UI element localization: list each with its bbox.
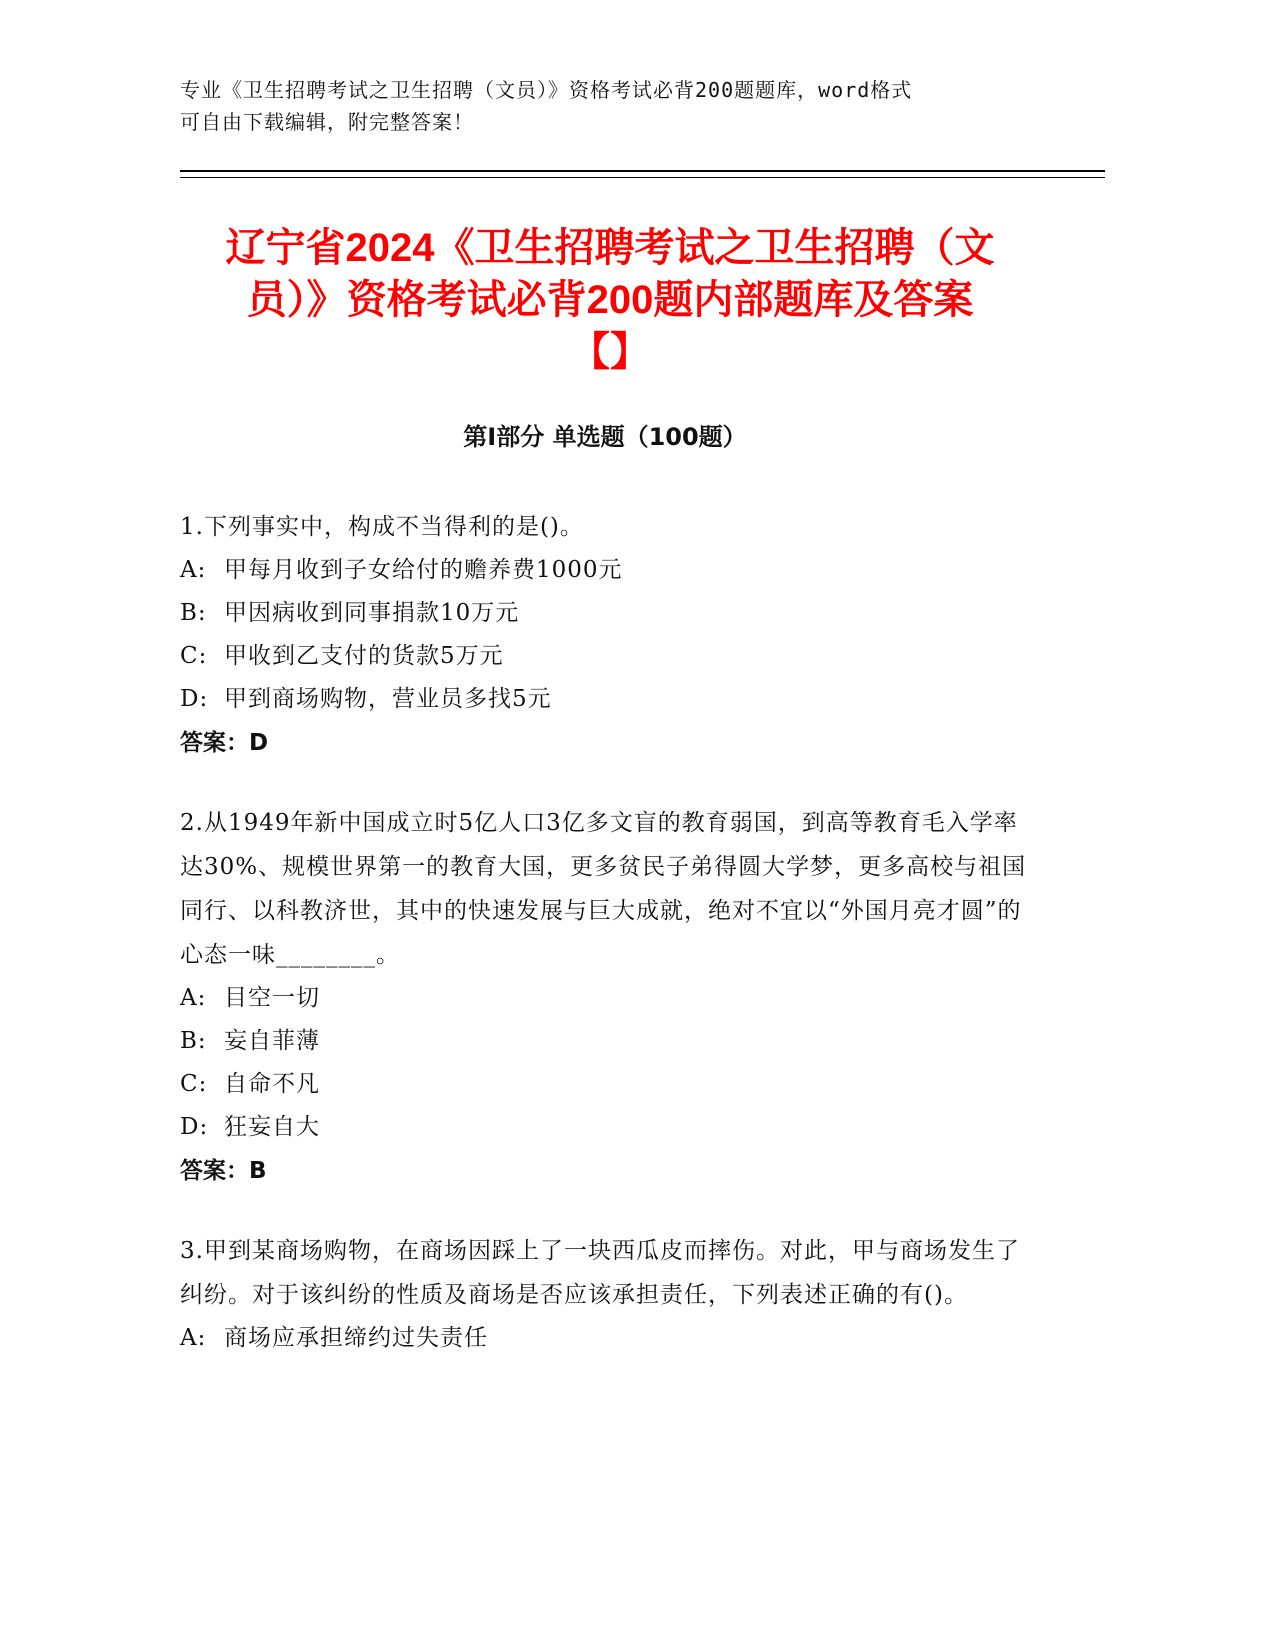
section-heading: 第I部分 单选题（100题） — [463, 423, 747, 451]
document-title-line-2: 员）》资格考试必背200题内部题库及答案 — [246, 278, 974, 322]
option-text: 甲收到乙支付的货款5万元 — [224, 643, 504, 669]
option-key: D: — [180, 686, 209, 712]
option-key: D: — [180, 1114, 209, 1140]
option-text: 自命不凡 — [224, 1071, 320, 1097]
option-key: A: — [180, 1325, 207, 1351]
question-1 — [180, 505, 1040, 765]
question-3 — [180, 1229, 1040, 1360]
question-stem: 2.从1949年新中国成立时5亿人口3亿多文盲的教育弱国，到高等教育毛入学率达30%、规模世界第一的教育大国，更多贫民子弟得圆大学梦，更多高校与祖国同行、以科教济世，其中的快速发展与巨大成就，绝对不宜以“外国月亮才圆”的心态一味________。 — [180, 810, 1027, 968]
option-a — [180, 977, 1040, 1020]
header-note — [180, 74, 1040, 138]
option-b — [180, 592, 1040, 635]
option-text: 甲每月收到子女给付的赡养费1000元 — [224, 557, 623, 583]
header-note-line-2: 可自由下载编辑，附完整答案！ — [180, 110, 474, 134]
option-key: A: — [180, 557, 207, 583]
option-a — [180, 549, 1040, 592]
option-key: A: — [180, 985, 207, 1011]
option-key: B: — [180, 1028, 207, 1054]
document-title-line-1: 辽宁省2024《卫生招聘考试之卫生招聘（文 — [225, 226, 995, 270]
option-text: 商场应承担缔约过失责任 — [224, 1325, 488, 1351]
option-key: C: — [180, 1071, 208, 1097]
document-title-line-3: 【】 — [570, 330, 650, 374]
option-d — [180, 1106, 1040, 1149]
option-text: 狂妄自大 — [224, 1114, 320, 1140]
option-a — [180, 1317, 1040, 1360]
option-c — [180, 1063, 1040, 1106]
header-rule-thin — [180, 177, 1105, 178]
question-stem: 3.甲到某商场购物，在商场因踩上了一块西瓜皮而摔伤。对此，甲与商场发生了纠纷。对于该纠纷的性质及商场是否应该承担责任，下列表述正确的有()。 — [180, 1238, 1020, 1308]
option-key: B: — [180, 600, 207, 626]
option-d — [180, 678, 1040, 721]
option-text: 甲因病收到同事捐款10万元 — [224, 600, 520, 626]
header-rule-thick — [180, 170, 1105, 172]
question-2 — [180, 801, 1040, 1193]
option-text: 目空一切 — [224, 985, 320, 1011]
option-text: 妄自菲薄 — [224, 1028, 320, 1054]
header-note-line-1: 专业《卫生招聘考试之卫生招聘（文员）》资格考试必背200题题库，word格式 — [180, 78, 913, 102]
option-key: C: — [180, 643, 208, 669]
question-stem: 1.下列事实中，构成不当得利的是()。 — [180, 514, 584, 540]
option-b — [180, 1020, 1040, 1063]
question-list — [180, 505, 1040, 1396]
answer-line: 答案：B — [180, 1158, 267, 1184]
option-text: 甲到商场购物，营业员多找5元 — [224, 686, 552, 712]
document-title — [170, 222, 1050, 378]
answer-line: 答案：D — [180, 730, 269, 756]
option-c — [180, 635, 1040, 678]
